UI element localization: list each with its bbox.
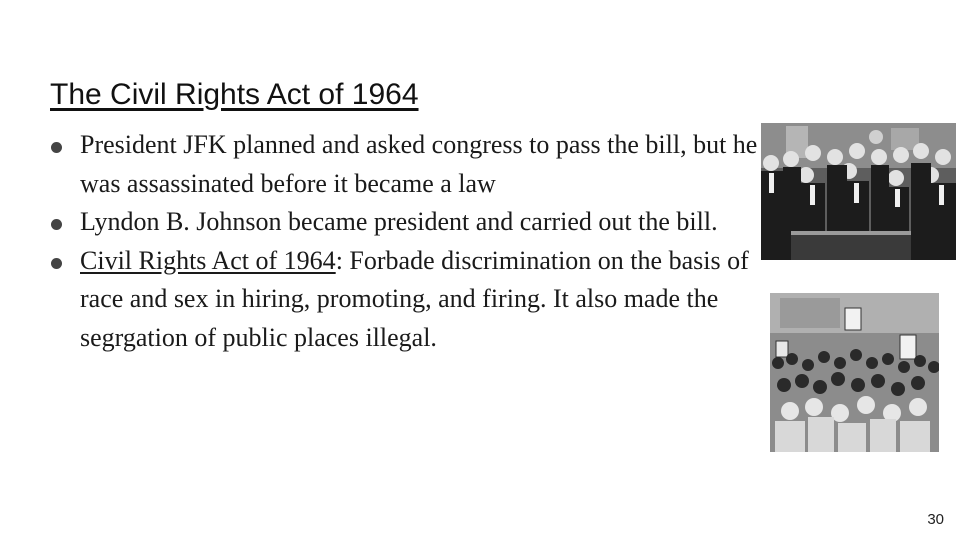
bullet-lead-term: Civil Rights Act of 1964 xyxy=(80,245,336,275)
bullet-dot-icon xyxy=(51,142,62,153)
bullet-text: President JFK planned and asked congress to pass the bill, but he was assassinated before it became a law xyxy=(80,130,758,198)
bullet-text: : Forbade discrimination on the basis of race and sex in hiring, promoting, and firing. It also made the segrgation of public places illegal. xyxy=(80,245,749,352)
bullet-dot-icon xyxy=(51,258,62,269)
bullet-list xyxy=(0,126,775,357)
bullet-item xyxy=(0,126,775,203)
bullet-item xyxy=(0,242,775,358)
bullet-item xyxy=(0,203,775,242)
slide-title: The Civil Rights Act of 1964 xyxy=(50,78,419,111)
civil-rights-march-photo xyxy=(770,293,939,452)
civil-rights-march-image xyxy=(770,293,939,452)
bullet-text: Lyndon B. Johnson became president and carried out the bill. xyxy=(80,207,718,236)
signing-ceremony-photo xyxy=(761,123,956,260)
signing-ceremony-image xyxy=(761,123,956,260)
bullet-dot-icon xyxy=(51,219,62,230)
page-number: 30 xyxy=(927,511,944,528)
